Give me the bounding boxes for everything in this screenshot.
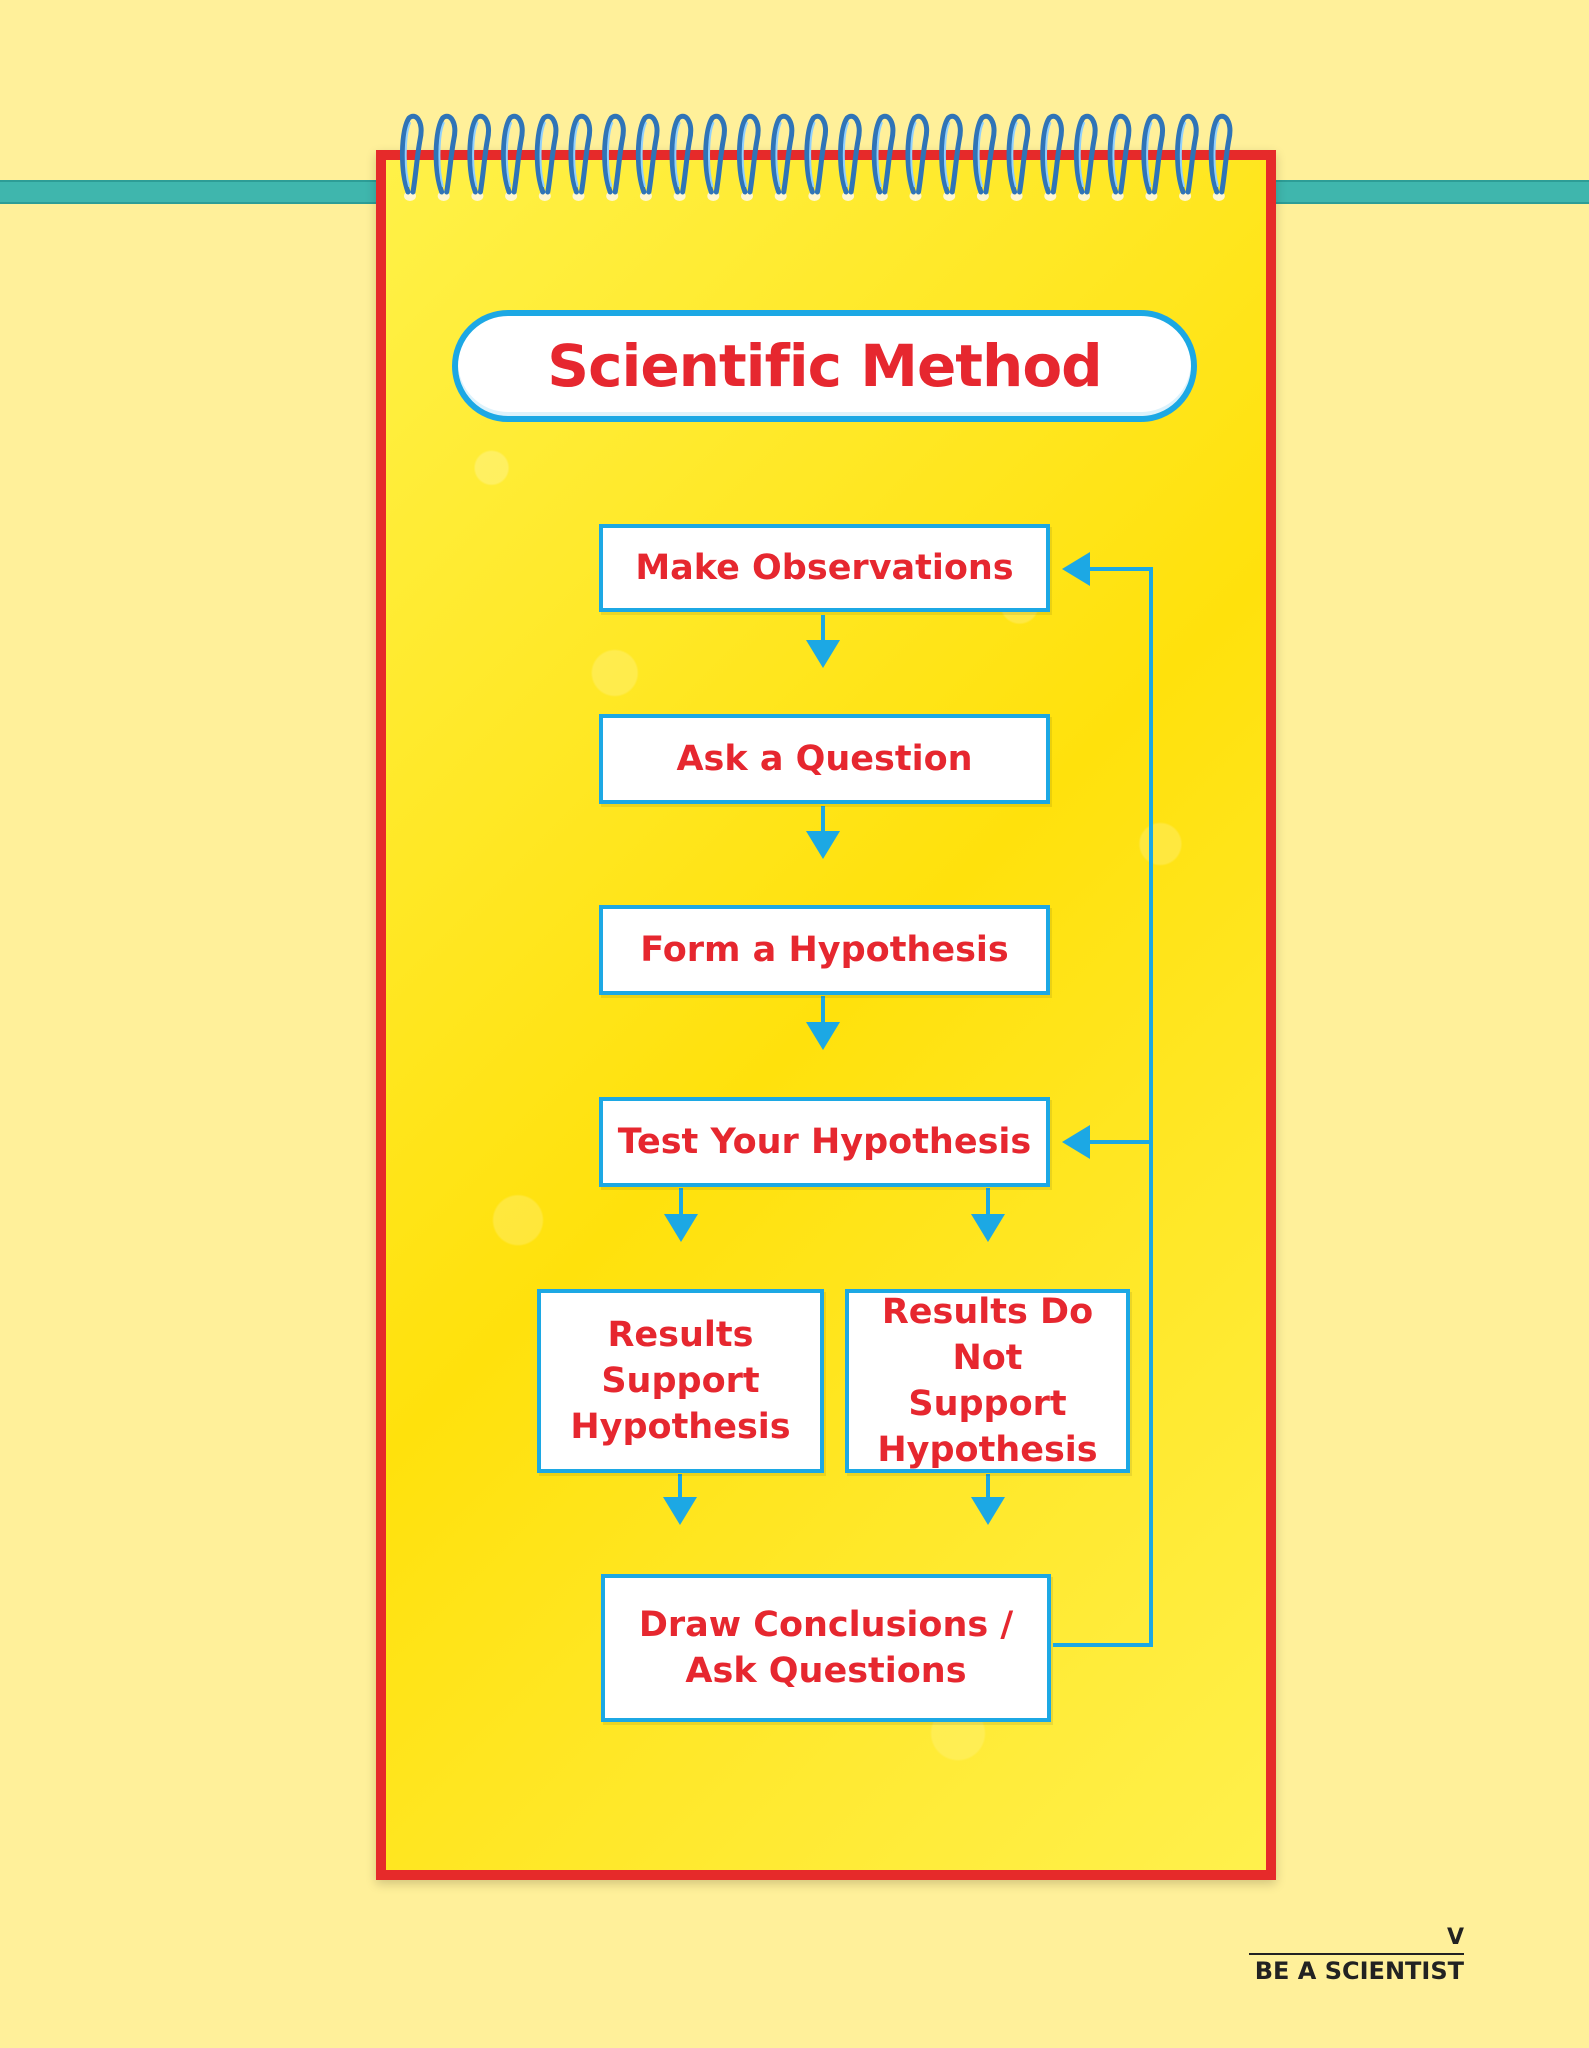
spiral-highlight: [1080, 123, 1084, 186]
step-results-support: [537, 1289, 824, 1473]
step-make-observations: [599, 524, 1050, 612]
spiral-highlight: [1012, 123, 1016, 186]
step-label: Results Support Hypothesis: [570, 1314, 791, 1448]
page-footer: [1249, 1925, 1464, 1986]
step-draw-conclusions: [601, 1574, 1051, 1722]
teal-rule-right: [1276, 180, 1589, 204]
spiral-binding-icon: [396, 110, 1256, 205]
spiral-highlight: [642, 123, 646, 186]
step-test-hypothesis: [599, 1097, 1050, 1187]
spiral-highlight: [507, 123, 511, 186]
step-label: Form a Hypothesis: [640, 929, 1009, 970]
section-title: BE A SCIENTIST: [1254, 1957, 1464, 1986]
spiral-highlight: [608, 123, 612, 186]
step-form-hypothesis: [599, 905, 1050, 995]
spiral-highlight: [776, 123, 780, 186]
spiral-highlight: [945, 123, 949, 186]
step-label: Make Observations: [635, 547, 1014, 588]
page-title: Scientific Method: [547, 332, 1102, 400]
teal-rule-left: [0, 180, 376, 204]
spiral-highlight: [473, 123, 477, 186]
spiral-highlight: [574, 123, 578, 186]
step-results-not-support: [845, 1289, 1130, 1473]
spiral-highlight: [541, 123, 545, 186]
spiral-highlight: [675, 123, 679, 186]
spiral-highlight: [911, 123, 915, 186]
title-pill: [452, 310, 1197, 422]
spiral-highlight: [1181, 123, 1185, 186]
page-number: V: [1249, 1925, 1464, 1955]
spiral-highlight: [439, 123, 443, 186]
step-label: Ask a Question: [676, 738, 973, 779]
spiral-highlight: [979, 123, 983, 186]
spiral-highlight: [1215, 123, 1219, 186]
step-label: Test Your Hypothesis: [617, 1121, 1032, 1162]
step-ask-question: [599, 714, 1050, 804]
spiral-highlight: [1046, 123, 1050, 186]
spiral-highlight: [844, 123, 848, 186]
spiral-highlight: [878, 123, 882, 186]
spiral-highlight: [1113, 123, 1117, 186]
step-label: Results Do Not Support Hypothesis: [877, 1291, 1098, 1471]
spiral-highlight: [709, 123, 713, 186]
spiral-highlight: [743, 123, 747, 186]
spiral-highlight: [406, 123, 410, 186]
spiral-highlight: [810, 123, 814, 186]
step-label: Draw Conclusions / Ask Questions: [638, 1604, 1014, 1691]
spiral-highlight: [1147, 123, 1151, 186]
